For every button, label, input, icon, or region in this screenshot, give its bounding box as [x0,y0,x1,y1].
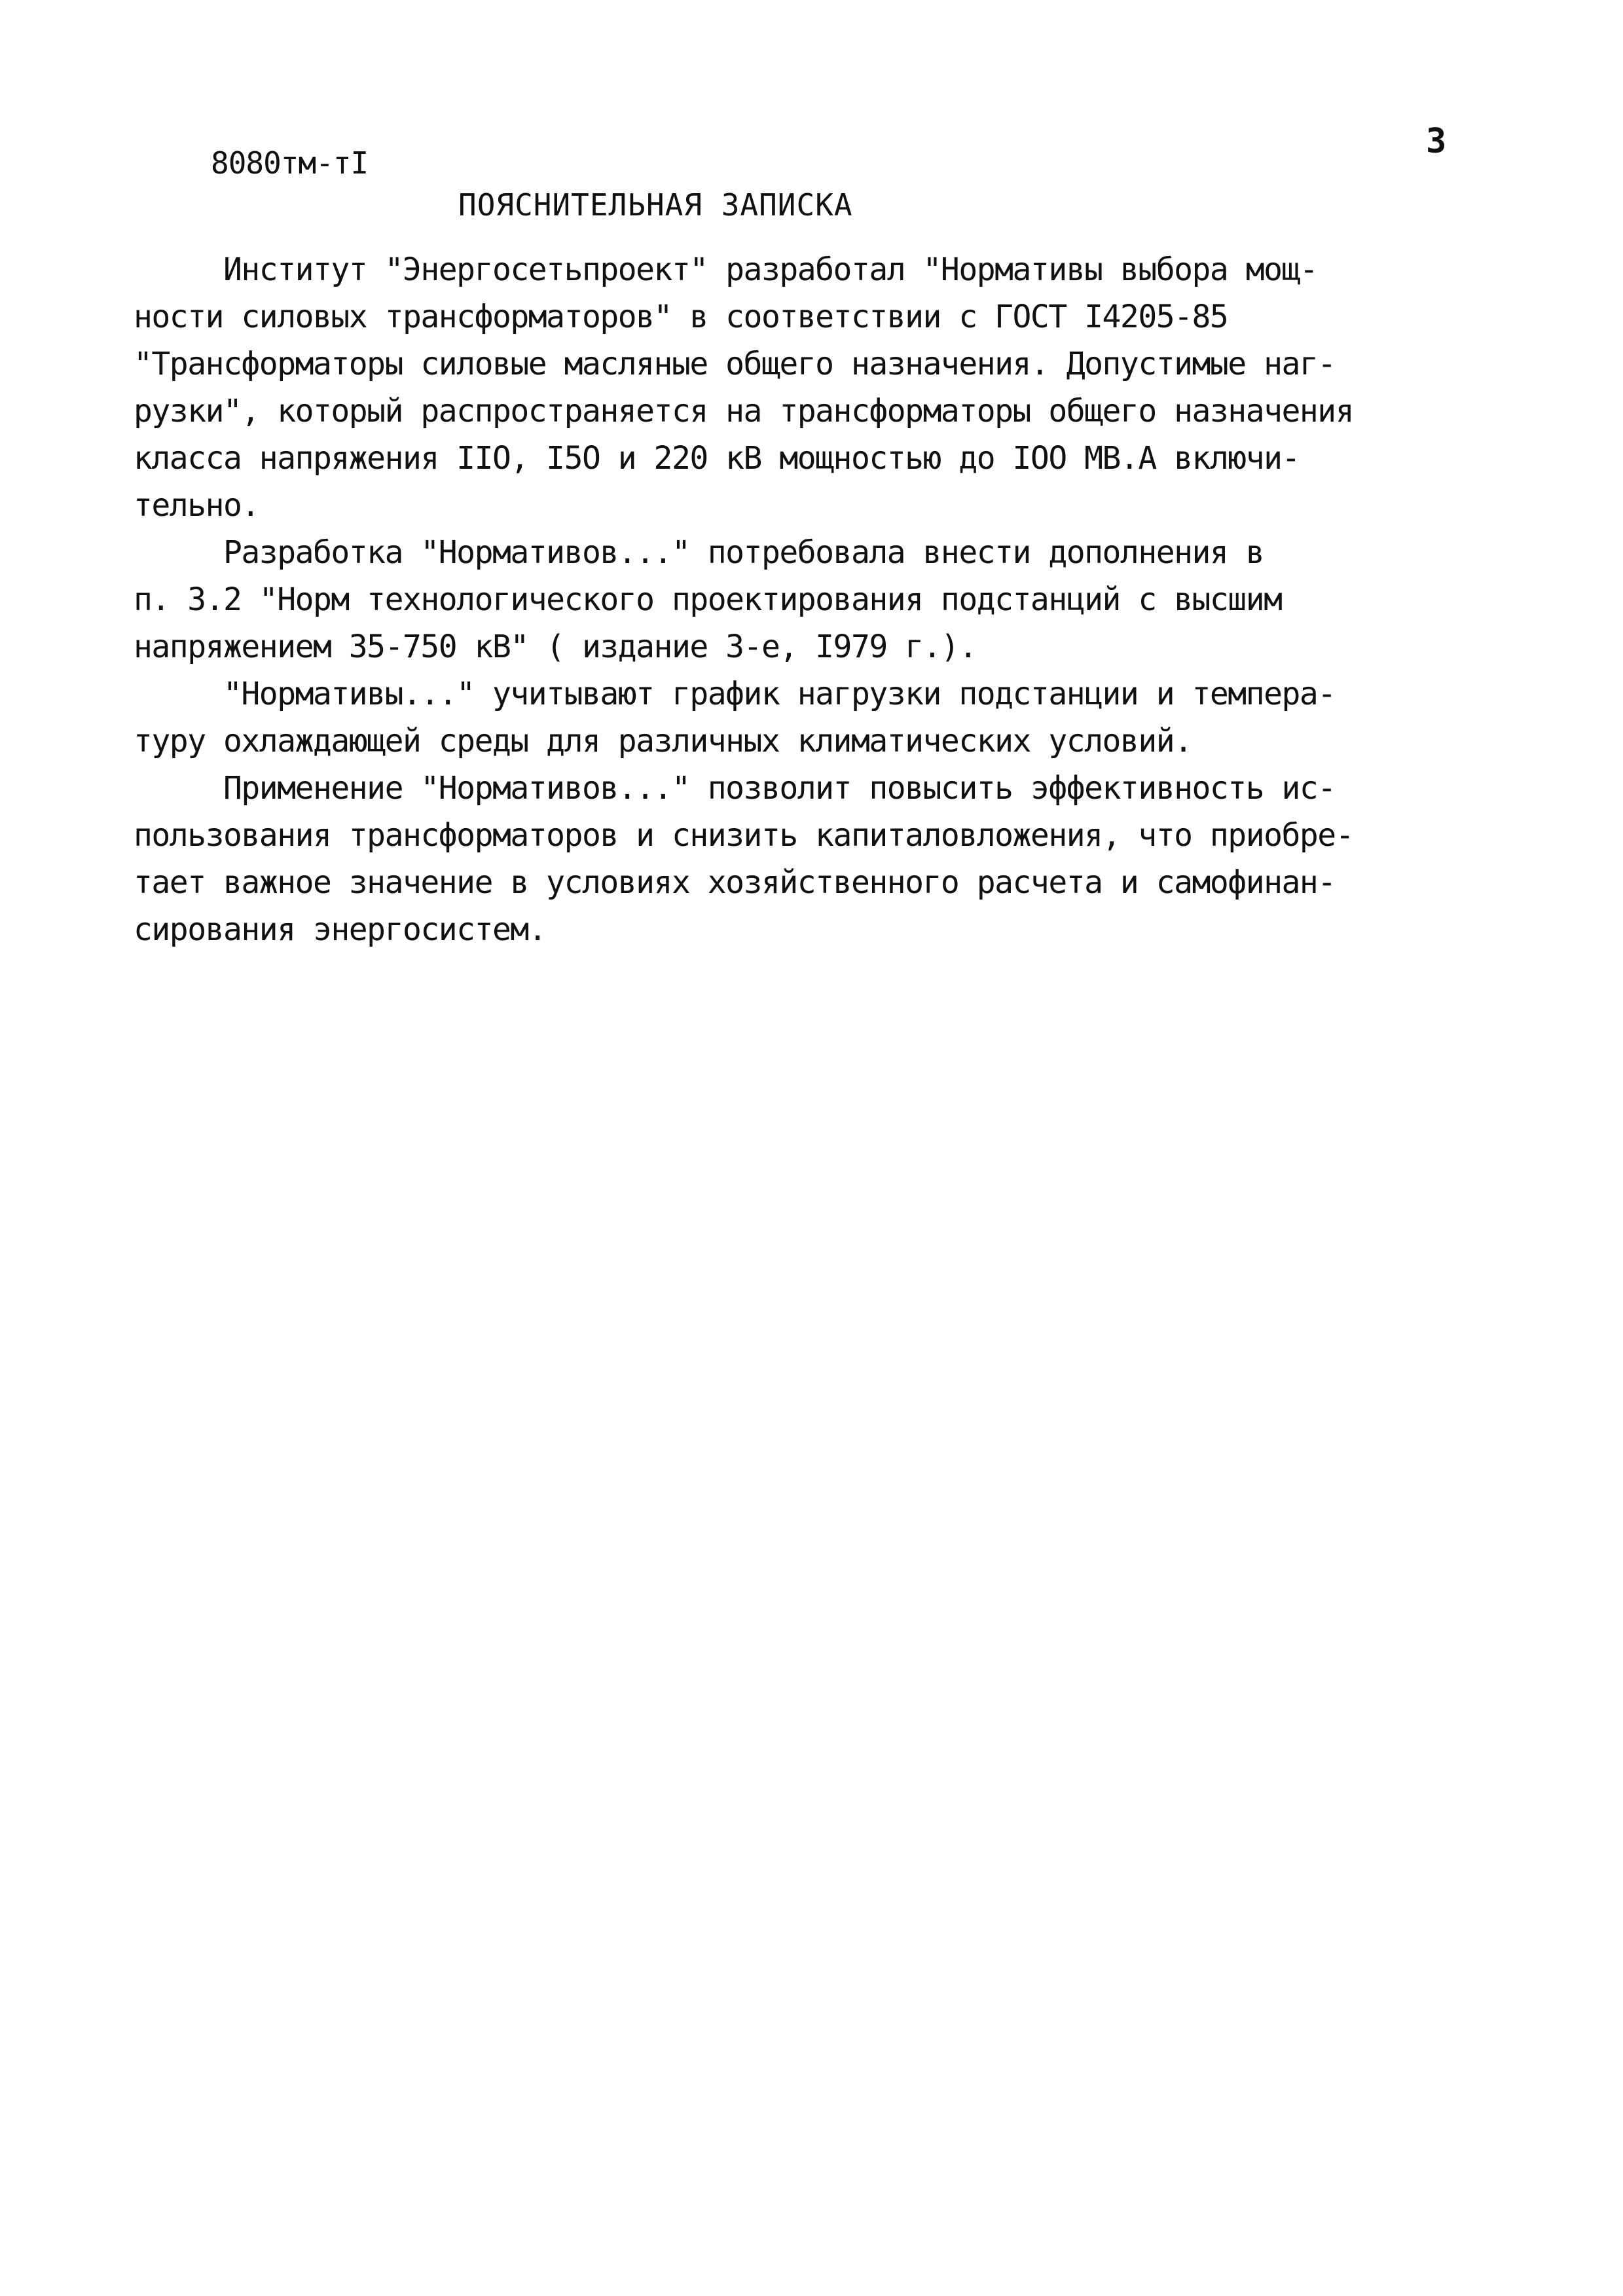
document-code: 8080тм-тI [211,145,369,181]
text-line: ности силовых трансформаторов" в соответствии с ГОСТ I4205-85 [134,299,1228,335]
text-line: напряжением 35-750 кВ" ( издание 3-е, I979 г.). [134,629,977,665]
text-line: тает важное значение в условиях хозяйственного расчета и самофинан- [134,864,1336,901]
text-line: рузки", который распространяется на трансформаторы общего назначения [134,393,1354,429]
text-line: Разработка "Нормативов..." потребовала внести дополнения в [134,534,1264,571]
text-line: пользования трансформаторов и снизить капиталовложения, что приобре- [134,817,1354,854]
text-line: "Нормативы..." учитывают график нагрузки подстанции и темпера- [134,676,1336,712]
explanatory-note-body [134,246,1495,953]
text-line: сирования энергосистем. [134,911,547,948]
text-line: класса напряжения IIО, I5О и 220 кВ мощностью до IОО МВ.А включи- [134,440,1300,477]
text-line: туру охлаждающей среды для различных климатических условий. [134,723,1192,759]
text-line: п. 3.2 "Норм технологического проектирования подстанций с высшим [134,581,1282,618]
document-title: ПОЯСНИТЕЛЬНАЯ ЗАПИСКА [458,187,853,223]
text-line: Институт "Энергосетьпроект" разработал "Нормативы выбора мощ- [134,251,1318,288]
text-line: тельно. [134,487,259,524]
page-number: 3 [1426,122,1447,161]
text-line: Применение "Нормативов..." позволит повысить эффективность ис- [134,770,1336,807]
text-line: "Трансформаторы силовые масляные общего назначения. Допустимые наг- [134,346,1336,382]
